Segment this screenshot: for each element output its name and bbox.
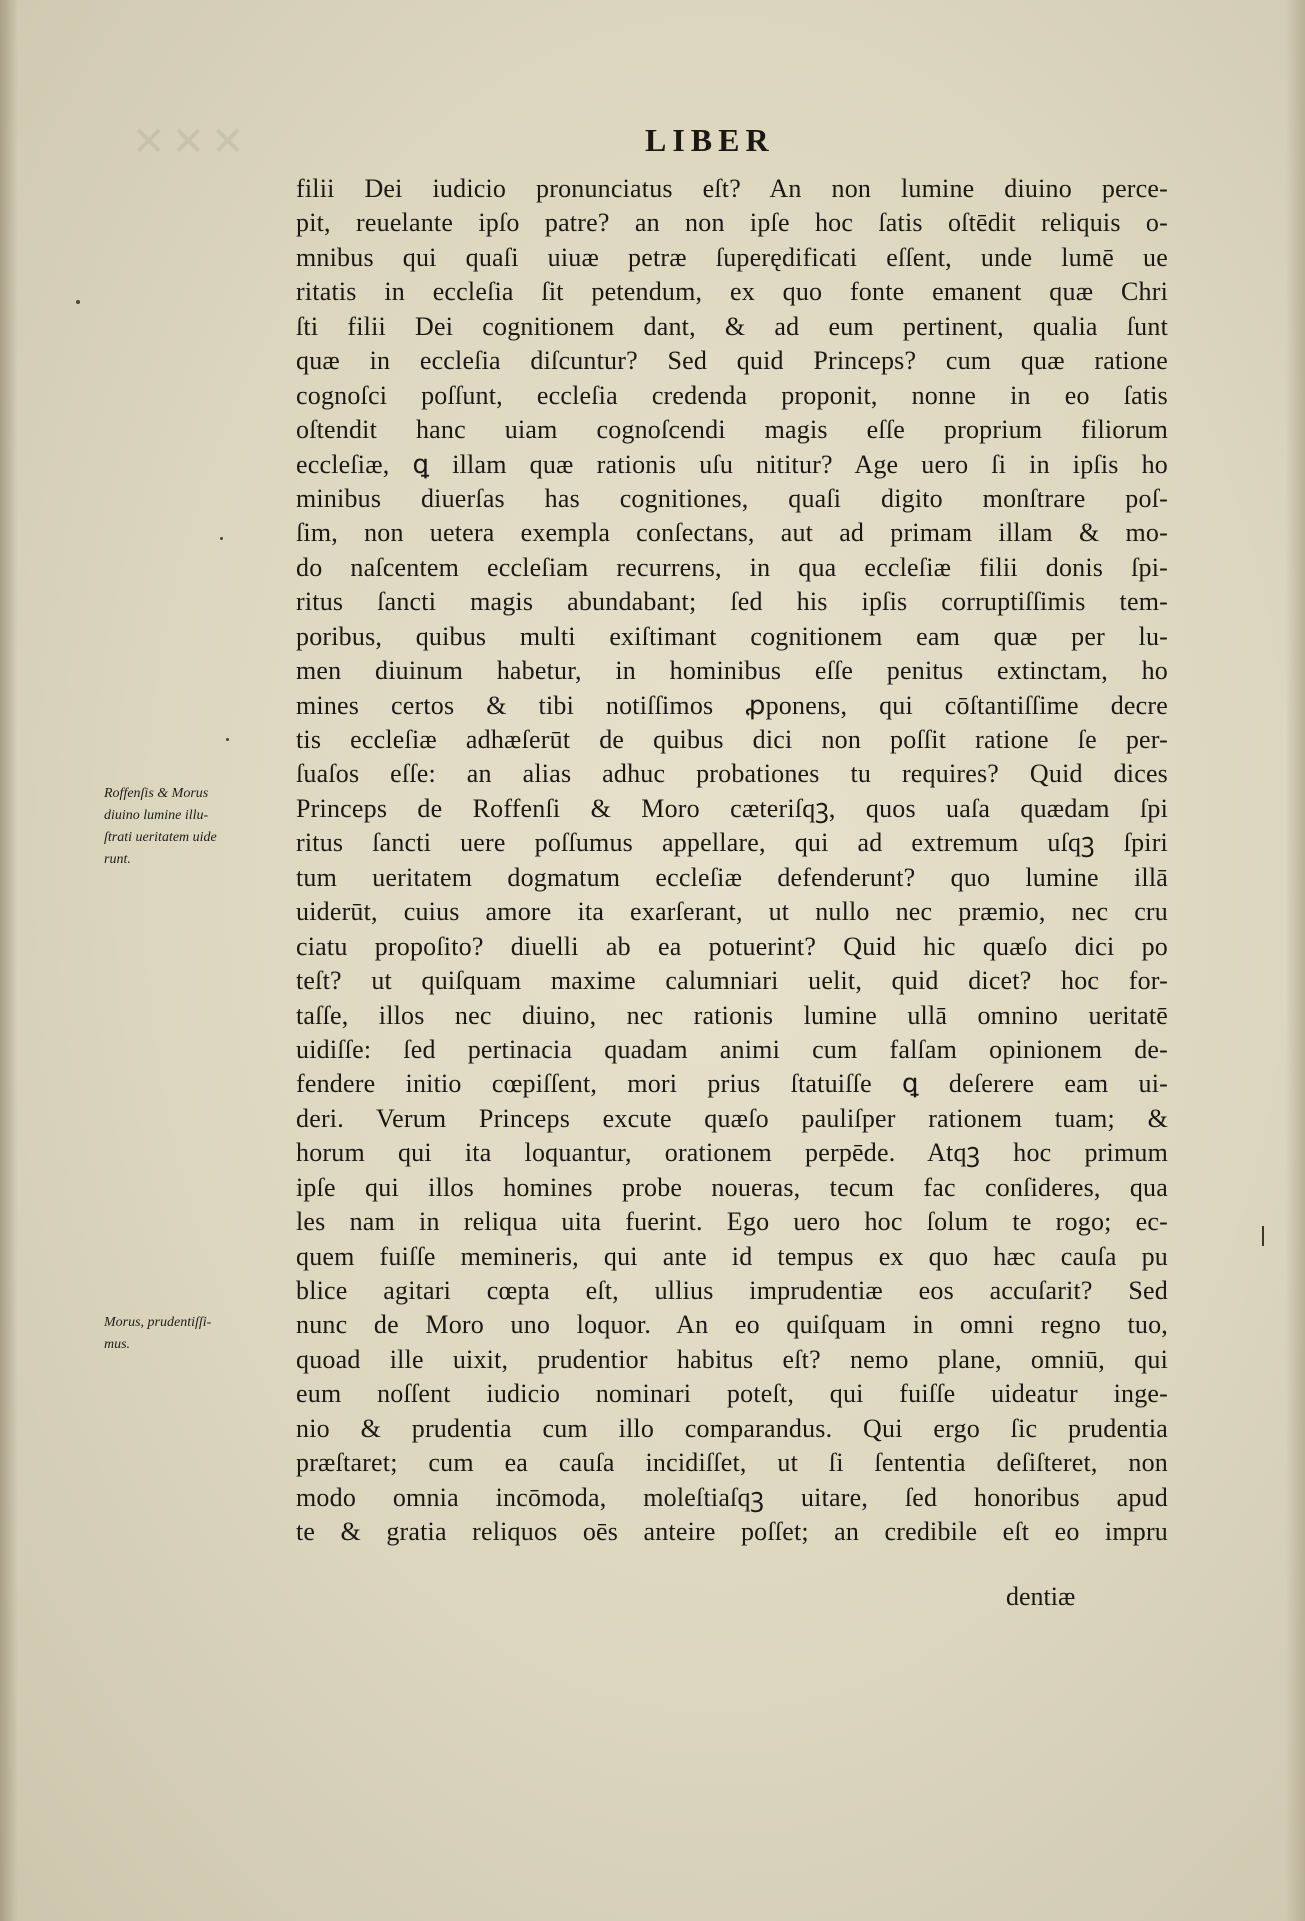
text-line: Princeps de Roffenſi & Moro cæteriſqꝫ, quos uaſa quædam ſpi [296, 793, 1168, 823]
marginal-line: ſtrati ueritatem uide [104, 830, 217, 845]
text-line: nunc de Moro uno loquor. An eo quiſquam in omni regno tuo, [296, 1310, 1168, 1340]
ink-speck [220, 537, 223, 540]
text-line: fendere initio cœpiſſent, mori prius ſtatuiſſe ꝗ deſerere eam ui- [296, 1069, 1168, 1099]
running-head: LIBER [645, 122, 775, 158]
ink-speck [226, 738, 229, 741]
text-line: eccleſiæ, ꝗ illam quæ rationis uſu nititur? Age uero ſi in ipſis ho [296, 449, 1168, 479]
text-line: mnibus qui quaſi uiuæ petræ ſuperędificati eſſent, unde lumē ue [296, 242, 1168, 272]
marginal-line: Roffenſis & Morus [104, 786, 209, 801]
text-line: ritatis in eccleſia ſit petendum, ex quo fonte emanent quæ Chri [296, 277, 1168, 307]
text-line: taſſe, illos nec diuino, nec rationis lumine ullā omnino ueritatē [296, 1000, 1168, 1030]
text-line: præſtaret; cum ea cauſa incidiſſet, ut ſi ſententia deſiſteret, non [296, 1448, 1168, 1478]
text-line: modo omnia incōmoda, moleſtiaſqꝫ uitare, ſed honoribus apud [296, 1482, 1168, 1512]
text-line: ciatu propoſito? diuelli ab ea potuerint? Quid hic quæſo dici po [296, 931, 1168, 961]
text-line: tis eccleſiæ adhæſerūt de quibus dici non poſſit ratione ſe per- [296, 725, 1168, 754]
text-line: teſt? ut quiſquam maxime calumniari uelit, quid dicet? hoc for- [296, 966, 1168, 996]
ink-speck [76, 300, 80, 304]
main-text-block [296, 172, 1168, 1550]
text-line: oſtendit hanc uiam cognoſcendi magis eſſe proprium filiorum [296, 415, 1168, 445]
text-line: horum qui ita loquantur, orationem perpēde. Atqꝫ hoc primum [296, 1138, 1168, 1168]
text-line: ſim, non uetera exempla conſectans, aut ad primam illam & mo- [296, 518, 1168, 548]
text-line: eum noſſent iudicio nominari poteſt, qui fuiſſe uideatur inge- [296, 1379, 1168, 1409]
text-line: tum ueritatem dogmatum eccleſiæ defenderunt? quo lumine illā [296, 862, 1168, 892]
edge-mark [1262, 1226, 1264, 1246]
text-line: ſti filii Dei cognitionem dant, & ad eum pertinent, qualia ſunt [296, 311, 1168, 341]
text-line: deri. Verum Princeps excute quæſo pauliſper rationem tuam; & [296, 1103, 1168, 1133]
text-line: ſuaſos eſſe: an alias adhuc probationes tu requires? Quid dices [296, 759, 1168, 789]
text-line: mines certos & tibi notiſſimos ꝓponens, qui cōſtantiſſime decre [296, 690, 1168, 720]
text-line: ritus ſancti magis abundabant; ſed his ipſis corruptiſſimis tem- [296, 587, 1168, 617]
marginal-note-roffensis [104, 783, 284, 871]
marginal-line: mus. [104, 1337, 131, 1352]
text-line: te & gratia reliquos oēs anteire poſſet; an credibile eſt eo impru [296, 1517, 1168, 1547]
text-line: les nam in reliqua uita fuerint. Ego uero hoc ſolum te rogo; ec- [296, 1207, 1168, 1237]
marginal-line: diuino lumine illu- [104, 808, 209, 823]
text-line: uidiſſe: ſed pertinacia quadam animi cum falſam opinionem de- [296, 1034, 1168, 1064]
text-line: minibus diuerſas has cognitiones, quaſi digito monſtrare poſ- [296, 483, 1168, 513]
text-line: ritus ſancti uere poſſumus appellare, qui ad extremum uſqꝫ ſpiri [296, 828, 1168, 858]
text-line: do naſcentem eccleſiam recurrens, in qua eccleſiæ filii donis ſpi- [296, 552, 1168, 582]
text-line: quem fuiſſe memineris, qui ante id tempus ex quo hæc cauſa pu [296, 1241, 1168, 1271]
text-line: ipſe qui illos homines probe noueras, tecum fac conſideres, qua [296, 1172, 1168, 1202]
marginal-note-morus [104, 1312, 284, 1356]
text-line: blice agitari cœpta eſt, ullius imprudentiæ eos accuſarit? Sed [296, 1276, 1168, 1305]
text-line: quoad ille uixit, prudentior habitus eſt? nemo plane, omniū, qui [296, 1344, 1168, 1374]
text-line: nio & prudentia cum illo comparandus. Qui ergo ſic prudentia [296, 1413, 1168, 1443]
text-line: filii Dei iudicio pronunciatus eſt? An non lumine diuino perce- [296, 174, 1168, 203]
text-line: uiderūt, cuius amore ita exarſerant, ut nullo nec præmio, nec cru [296, 897, 1168, 927]
marginal-line: runt. [104, 852, 131, 867]
text-line: poribus, quibus multi exiſtimant cognitionem eam quæ per lu- [296, 621, 1168, 651]
text-line: cognoſci poſſunt, eccleſia credenda proponit, nonne in eo ſatis [296, 380, 1168, 410]
catchword: dentiæ [1006, 1582, 1076, 1611]
text-line: quæ in eccleſia diſcuntur? Sed quid Princeps? cum quæ ratione [296, 346, 1168, 376]
text-line: men diuinum habetur, in hominibus eſſe penitus extinctam, ho [296, 656, 1168, 686]
text-line: pit, reuelante ipſo patre? an non ipſe hoc ſatis oſtēdit reliquis o- [296, 208, 1168, 238]
marginal-line: Morus, prudentiſſi- [104, 1315, 212, 1330]
show-through-folio: ✕✕✕ [132, 119, 251, 164]
